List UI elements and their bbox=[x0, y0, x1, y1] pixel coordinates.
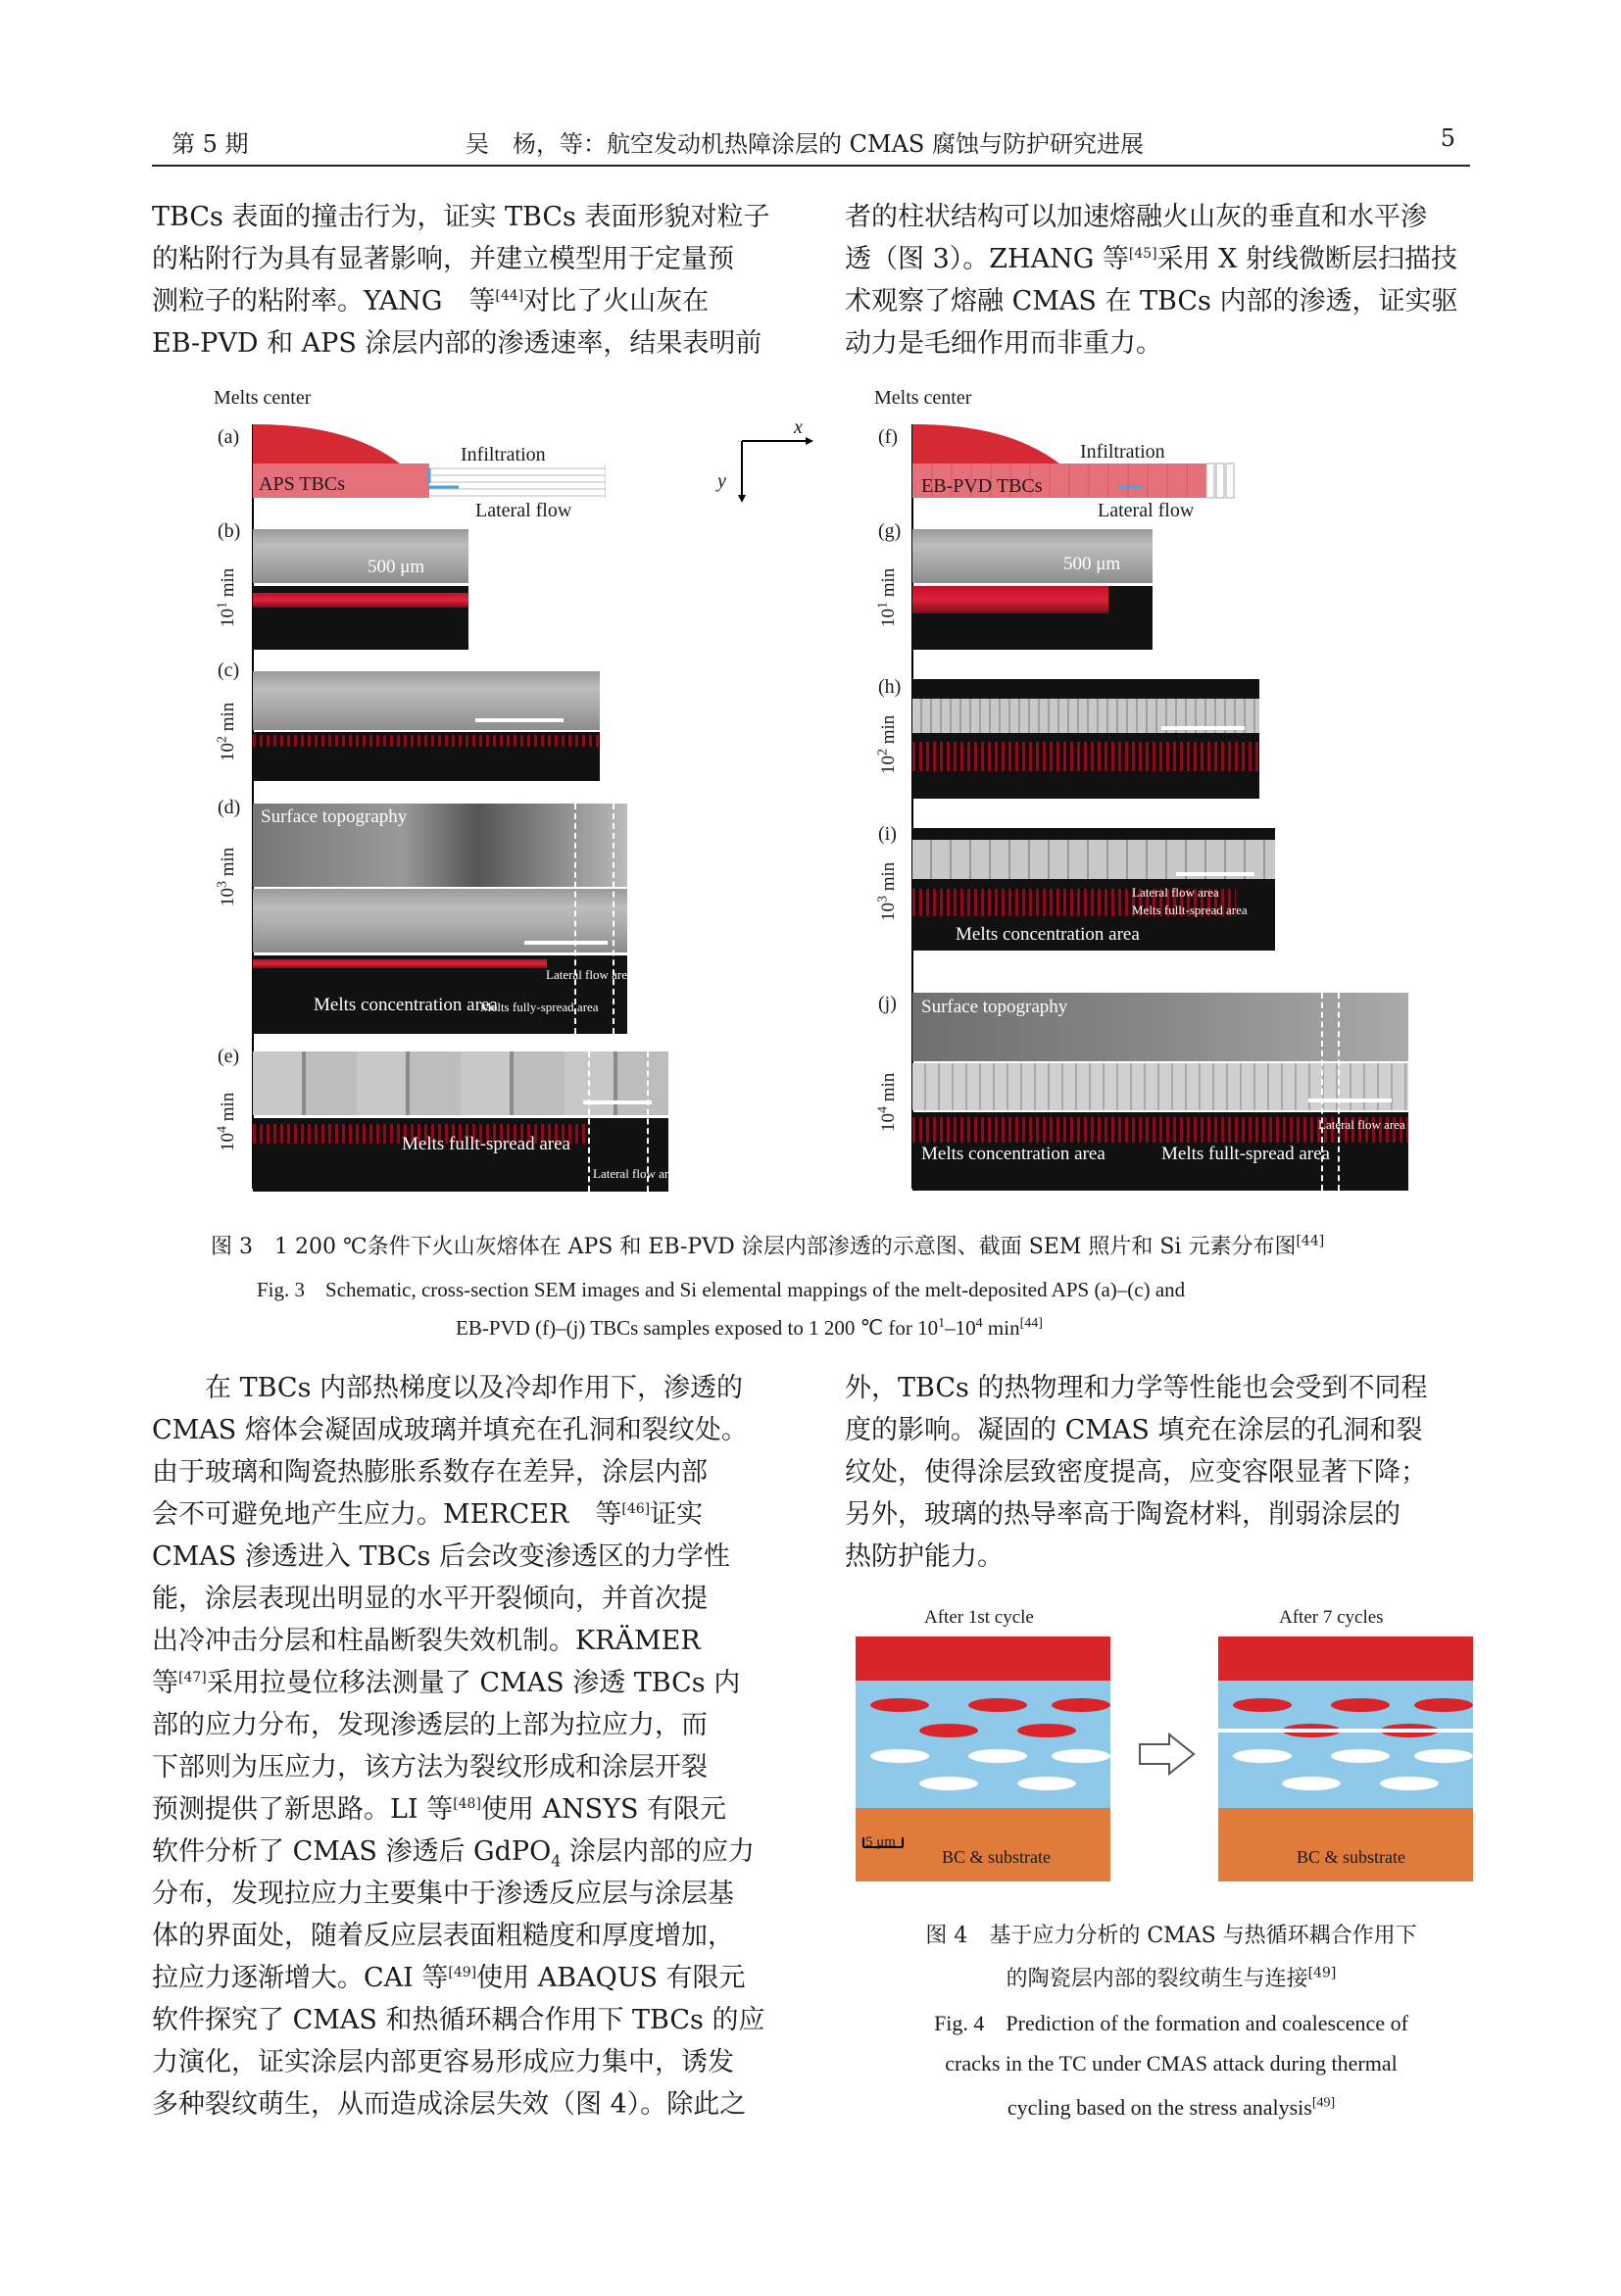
panel-label-f: (f) bbox=[878, 426, 898, 448]
citation[interactable]: [47] bbox=[178, 1670, 207, 1685]
figure-3-caption-zh: 图 3 1 200 ℃条件下火山灰熔体在 APS 和 EB-PVD 涂层内部渗透的示意图、截面 SEM 照片和 Si 元素分布图[44] bbox=[211, 1233, 1325, 1259]
melt-band-b bbox=[253, 593, 468, 608]
scale-label-g: 500 μm bbox=[1063, 554, 1121, 574]
issue-number: 第 5 期 bbox=[172, 130, 249, 158]
time-label-b: $10^1$ min bbox=[215, 567, 238, 627]
text-line: CMAS 渗透进入 TBCs 后会改变渗透区的力学性 bbox=[152, 1541, 730, 1572]
text-line: 外，TBCs 的热物理和力学等性能也会受到不同程 bbox=[845, 1373, 1428, 1403]
text-line: 等[47]采用拉曼位移法测量了 CMAS 渗透 TBCs 内 bbox=[152, 1668, 741, 1698]
citation[interactable]: [49] bbox=[1311, 2095, 1336, 2111]
figure-3 bbox=[196, 387, 1431, 1191]
lateral-flow-area-label-d: Lateral flow area bbox=[546, 967, 633, 982]
dash-line bbox=[588, 1051, 590, 1192]
figure-4-caption-zh2: 的陶瓷层内部的裂纹萌生与连接[49] bbox=[1006, 1965, 1337, 1991]
scale-bar-d bbox=[524, 941, 608, 945]
figure-3-caption-en-line1: Fig. 3 Schematic, cross-section SEM images and Si elemental mappings of the melt-deposited APS (a)–(c) and bbox=[257, 1278, 1186, 1301]
melts-fullt-spread-label-j: Melts fullt-spread area bbox=[1161, 1144, 1330, 1164]
text-line: 预测提供了新思路。LI 等[48]使用 ANSYS 有限元 bbox=[152, 1794, 727, 1825]
text-line: 软件探究了 CMAS 和热循环耦合作用下 TBCs 的应 bbox=[152, 2005, 765, 2035]
aps-label: APS TBCs bbox=[259, 473, 346, 495]
text-line: 多种裂纹萌生，从而造成涂层失效（图 4）。除此之 bbox=[152, 2089, 747, 2120]
axis-arrows bbox=[737, 436, 815, 505]
melts-concentration-label-d: Melts concentration area bbox=[314, 995, 498, 1015]
panel-label-g: (g) bbox=[878, 520, 902, 542]
fig4-scale-label: 5 μm bbox=[865, 1834, 896, 1850]
ebpvd-label: EB-PVD TBCs bbox=[921, 475, 1043, 497]
text-line: 透（图 3）。ZHANG 等[45]采用 X 射线微断层扫描技 bbox=[845, 244, 1457, 274]
text-line: 纹处，使得涂层致密度提高，应变容限显著下降； bbox=[845, 1457, 1427, 1488]
melts-fullt-spread-label-i: Melts fullt-spread area bbox=[1132, 903, 1248, 917]
page-number: 5 bbox=[1440, 124, 1455, 152]
text-line: 分布，发现拉应力主要集中于渗透反应层与涂层基 bbox=[152, 1879, 734, 1909]
text-line: EB-PVD 和 APS 涂层内部的渗透速率，结果表明前 bbox=[152, 328, 762, 359]
panel-label-a: (a) bbox=[218, 426, 240, 448]
text-line: 会不可避免地产生应力。MERCER 等[46]证实 bbox=[152, 1499, 704, 1530]
time-label-h: $10^2$ min bbox=[875, 714, 899, 774]
running-title: 吴 杨，等：航空发动机热障涂层的 CMAS 腐蚀与防护研究进展 bbox=[466, 130, 1144, 158]
figure-4-caption-en2: cracks in the TC under CMAS attack during thermal bbox=[945, 2051, 1398, 2076]
top-right-paragraph bbox=[845, 196, 1472, 365]
text-line: 热防护能力。 bbox=[845, 1541, 1004, 1572]
melts-center-label-right: Melts center bbox=[874, 387, 972, 409]
text-line: 动力是毛细作用而非重力。 bbox=[845, 328, 1162, 359]
melt-band-h bbox=[912, 742, 1259, 771]
citation[interactable]: [44] bbox=[495, 288, 524, 304]
fig4-schematic bbox=[856, 1637, 1473, 1911]
axis-x-label: x bbox=[794, 416, 803, 438]
melts-center-label: Melts center bbox=[214, 387, 312, 409]
text-line: 的粘附行为具有显著影响，并建立模型用于定量预 bbox=[152, 244, 734, 274]
text-line: 下部则为压应力，该方法为裂纹形成和涂层开裂 bbox=[152, 1752, 708, 1783]
lateral-flow-area-label-e: Lateral flow area bbox=[593, 1166, 680, 1181]
text-line: 者的柱状结构可以加速熔融火山灰的垂直和水平渗 bbox=[845, 202, 1427, 232]
text-line: 软件分析了 CMAS 渗透后 GdPO$_4$ 涂层内部的应力 bbox=[152, 1836, 755, 1871]
time-label-i: $10^3$ min bbox=[875, 861, 899, 921]
melts-fully-spread-label-d: Melts fully-spread area bbox=[480, 1000, 599, 1014]
citation[interactable]: [44] bbox=[1296, 1233, 1325, 1249]
text-line: 度的影响。凝固的 CMAS 填充在涂层的孔洞和裂 bbox=[845, 1415, 1423, 1445]
citation[interactable]: [48] bbox=[453, 1796, 481, 1812]
fig4-bc-label-right: BC & substrate bbox=[1297, 1847, 1405, 1867]
text-line: 测粒子的粘附率。YANG 等[44]对比了火山灰在 bbox=[152, 286, 710, 317]
bottom-left-paragraph bbox=[152, 1367, 787, 2125]
infiltration-label-right: Infiltration bbox=[1080, 441, 1165, 463]
bottom-right-paragraph bbox=[845, 1367, 1472, 1578]
panel-label-j: (j) bbox=[878, 993, 897, 1014]
citation[interactable]: [49] bbox=[448, 1965, 477, 1980]
fig4-label-after-7: After 7 cycles bbox=[1279, 1607, 1384, 1628]
panel-label-b: (b) bbox=[218, 520, 241, 542]
sem-image-e bbox=[253, 1051, 668, 1115]
figure-4-caption-en3: cycling based on the stress analysis[49] bbox=[1007, 2095, 1336, 2120]
text-line: 由于玻璃和陶瓷热膨胀系数存在差异，涂层内部 bbox=[152, 1457, 708, 1488]
text-line: 部的应力分布，发现渗透层的上部为拉应力，而 bbox=[152, 1710, 708, 1740]
lateral-flow-area-label-j: Lateral flow area bbox=[1318, 1117, 1405, 1132]
panel-label-h: (h) bbox=[878, 676, 902, 698]
scale-label-b: 500 μm bbox=[368, 557, 425, 577]
time-label-e: $10^4$ min bbox=[215, 1092, 238, 1151]
dash-line bbox=[1338, 993, 1340, 1191]
fig4-label-after-1: After 1st cycle bbox=[924, 1607, 1034, 1628]
time-label-d: $10^3$ min bbox=[215, 847, 238, 906]
header-rule bbox=[152, 165, 1470, 167]
panel-label-i: (i) bbox=[878, 823, 897, 845]
melt-band-c bbox=[253, 735, 600, 747]
lateral-flow-area-label-i: Lateral flow area bbox=[1132, 885, 1219, 900]
text-line: 拉应力逐渐增大。CAI 等[49]使用 ABAQUS 有限元 bbox=[152, 1963, 746, 1993]
melt-band-d bbox=[253, 959, 547, 968]
text-line: TBCs 表面的撞击行为，证实 TBCs 表面形貌对粒子 bbox=[152, 202, 770, 232]
scale-bar-i bbox=[1176, 872, 1254, 876]
time-label-c: $10^2$ min bbox=[215, 702, 238, 761]
melts-concentration-label-i: Melts concentration area bbox=[956, 924, 1140, 945]
text-line: 体的界面处，随着反应层表面粗糙度和厚度增加， bbox=[152, 1921, 734, 1951]
surface-topography-label-j: Surface topography bbox=[921, 997, 1068, 1017]
text-line: 另外，玻璃的热导率高于陶瓷材料，削弱涂层的 bbox=[845, 1499, 1400, 1530]
text-line: 在 TBCs 内部热梯度以及冷却作用下，渗透的 bbox=[205, 1373, 744, 1403]
top-left-paragraph bbox=[152, 196, 787, 365]
time-label-j: $10^4$ min bbox=[875, 1072, 899, 1132]
scale-bar-e bbox=[583, 1100, 652, 1104]
text-line: 出冷冲击分层和柱晶断裂失效机制。KRÄMER bbox=[152, 1626, 701, 1656]
panel-label-c: (c) bbox=[218, 659, 240, 681]
figure-4-caption-en1: Fig. 4 Prediction of the formation and coalescence of bbox=[934, 2011, 1408, 2035]
melts-fullt-spread-label-e: Melts fullt-spread area bbox=[402, 1134, 570, 1154]
dash-line bbox=[613, 804, 614, 1034]
running-header bbox=[152, 124, 1465, 164]
melts-concentration-label-j: Melts concentration area bbox=[921, 1144, 1105, 1164]
citation[interactable]: [45] bbox=[1128, 246, 1157, 262]
lateral-flow-label-right: Lateral flow bbox=[1098, 500, 1195, 521]
figure-4 bbox=[856, 1607, 1473, 1901]
citation[interactable]: [44] bbox=[1019, 1316, 1043, 1331]
text-line: 能，涂层表现出明显的水平开裂倾向，并首次提 bbox=[152, 1584, 708, 1614]
text-line: 力演化，证实涂层内部更容易形成应力集中，诱发 bbox=[152, 2047, 734, 2077]
citation[interactable]: [46] bbox=[621, 1501, 651, 1517]
surface-topography-label-d: Surface topography bbox=[261, 806, 408, 827]
figure-3-caption-en-line2: EB-PVD (f)–(j) TBCs samples exposed to 1 200 ℃ for $10^1-10^4$ min[44] bbox=[456, 1316, 1043, 1340]
scale-bar-h bbox=[1161, 726, 1245, 730]
axis-y-label: y bbox=[717, 470, 726, 492]
scale-bar-c bbox=[475, 718, 564, 722]
text-line: 术观察了熔融 CMAS 在 TBCs 内部的渗透，证实驱 bbox=[845, 286, 1458, 317]
citation[interactable]: [49] bbox=[1307, 1965, 1337, 1981]
sem-image-b bbox=[253, 529, 468, 583]
sem-image-j bbox=[912, 1063, 1408, 1110]
panel-label-e: (e) bbox=[218, 1046, 240, 1067]
fig4-bc-label-left: BC & substrate bbox=[942, 1847, 1051, 1867]
sem-bg-h bbox=[912, 679, 1259, 799]
text-line: CMAS 熔体会凝固成玻璃并填充在孔洞和裂纹处。 bbox=[152, 1415, 748, 1445]
figure-4-caption-zh1: 图 4 基于应力分析的 CMAS 与热循环耦合作用下 bbox=[925, 1924, 1417, 1948]
melt-band-g bbox=[912, 586, 1108, 613]
infiltration-label: Infiltration bbox=[461, 444, 546, 465]
lateral-flow-label: Lateral flow bbox=[475, 500, 572, 521]
panel-label-d: (d) bbox=[218, 797, 241, 818]
time-label-g: $10^1$ min bbox=[875, 567, 899, 627]
